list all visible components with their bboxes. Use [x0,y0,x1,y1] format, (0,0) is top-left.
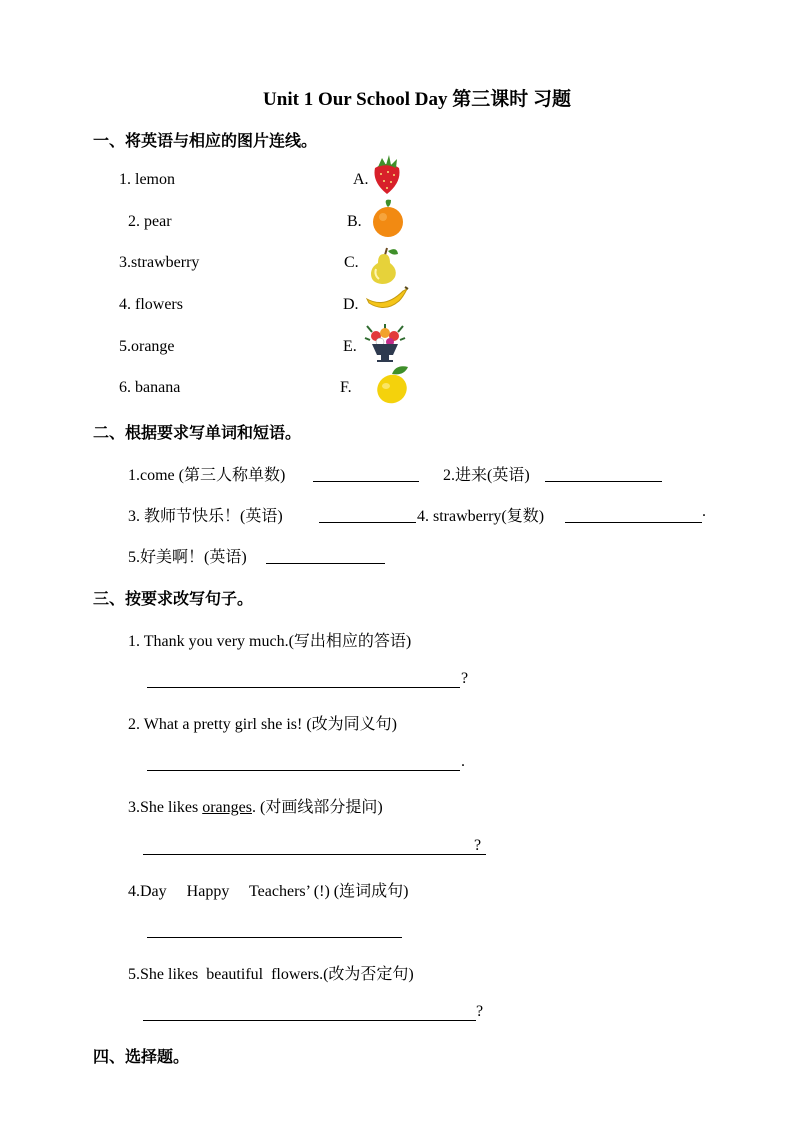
s3-q3-answer-line[interactable] [143,854,486,855]
match-letter-c: C. [344,254,359,271]
s2-q4-period: . [702,503,706,520]
s2-q2-answer-line[interactable] [545,481,662,482]
s2-q5-label: 5.好美啊！(英语) [128,549,247,566]
s3-q3-pre: 3.She likes [128,799,203,816]
match-word-2: 2. pear [128,213,172,230]
s2-q1-label: 1.come (第三人称单数) [128,467,286,484]
s2-q4-answer-line[interactable] [565,522,702,523]
s2-q1-answer-line[interactable] [313,481,419,482]
s3-q1-answer-line[interactable] [147,687,460,688]
s3-q3-end: ? [474,837,482,854]
flowers-icon [364,322,406,364]
match-word-5: 5.orange [119,338,175,355]
s2-q3-label: 3. 教师节快乐！(英语) [128,508,283,525]
banana-icon [365,285,409,313]
strawberry-icon [369,152,405,196]
section-1-heading: 一、将英语与相应的图片连线。 [93,133,318,150]
section-2-heading: 二、根据要求写单词和短语。 [93,425,302,442]
s3-q4-answer-line[interactable] [147,937,402,938]
match-letter-b: B. [347,213,362,230]
match-letter-f: F. [340,379,352,396]
s3-q4-prompt: 4.Day Happy Teachers’ (!) (连词成句) [128,883,409,900]
section-4-heading: 四、选择题。 [93,1049,190,1066]
s3-q5-prompt: 5.She likes beautiful flowers.(改为否定句) [128,966,414,983]
s3-q3-prompt [128,794,383,817]
s3-q3-underlined-word: oranges [202,799,252,816]
s2-q2-label: 2.进来(英语) [443,467,530,484]
s3-q5-end: ? [476,1003,484,1020]
s3-q2-answer-line[interactable] [147,770,460,771]
s2-q5-answer-line[interactable] [266,563,385,564]
match-letter-e: E. [343,338,357,355]
s3-q3-post: . (对画线部分提问) [251,799,383,816]
orange-icon [371,198,405,238]
s3-q1-end: ? [461,670,469,687]
pear-icon [367,245,401,285]
s3-q2-prompt: 2. What a pretty girl she is! (改为同义句) [128,716,397,733]
lemon-icon [374,364,412,406]
s3-q1-prompt: 1. Thank you very much.(写出相应的答语) [128,633,412,650]
match-word-3: 3.strawberry [119,254,200,271]
s2-q3-answer-line[interactable] [319,522,416,523]
section-3-heading: 三、按要求改写句子。 [93,591,254,608]
match-word-4: 4. flowers [119,296,183,313]
match-letter-a: A. [353,171,369,188]
match-word-1: 1. lemon [119,171,175,188]
s3-q2-end: . [461,753,465,770]
match-letter-d: D. [343,296,359,313]
page-title: Unit 1 Our School Day 第三课时 习题 [263,89,571,110]
match-word-6: 6. banana [119,379,181,396]
s2-q4-label: 4. strawberry(复数) [417,508,545,525]
s3-q5-answer-line[interactable] [143,1020,476,1021]
